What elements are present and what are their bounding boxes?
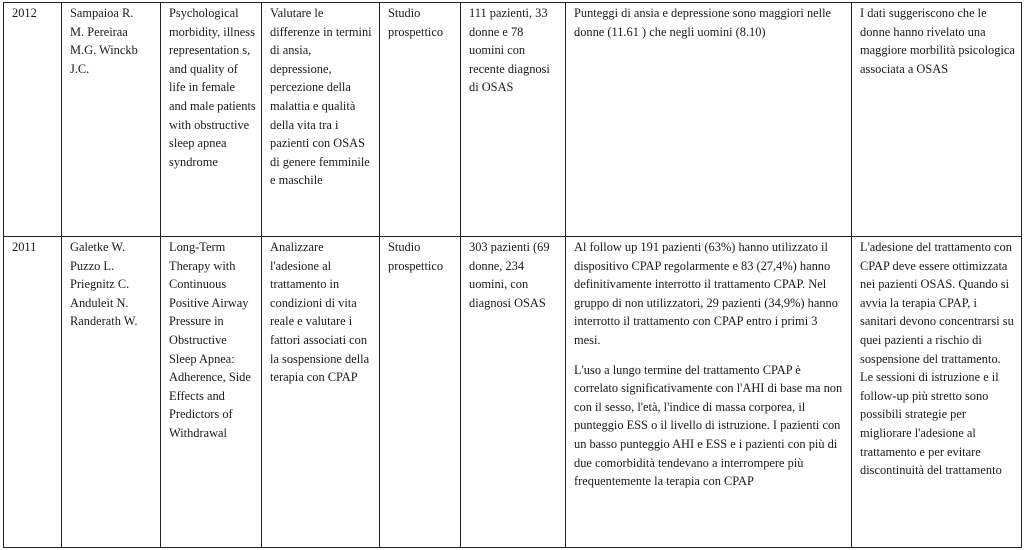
author: M. Pereiraa [70,24,128,39]
results-cell [566,237,852,548]
sample-cell: 111 pazienti, 33 donne e 78 uomini con recente diagnosi di OSAS [461,3,566,237]
author: Galetke W. [70,240,126,254]
table-row [4,237,1022,548]
author: Sampaioa R. [70,6,134,20]
aim-cell: Valutare le differenze in termini di ansia, depressione, percezione della malattia e qualità della vita tra i pazienti con OSAS di genere femminile e maschile [262,3,380,237]
table-row [4,3,1022,237]
results-paragraph: Al follow up 191 pazienti (63%) hanno utilizzato il dispositivo CPAP regolarmente e 83 (27,4%) hanno definitivamente interrotto il trattamento CPAP. Nel gruppo di non utilizzatori, 29 pazienti (34,9%) hanno interrotto il trattamento con CPAP entro i primi 3 mesi. [574,240,838,347]
author: Randerath W. [70,314,138,329]
title-cell: Psychological morbidity, illness representation s, and quality of life in female and male patients with obstructive sleep apnea syndrome [161,3,262,237]
sample-cell: 303 pazienti (69 donne, 234 uomini, con diagnosi OSAS [461,237,566,548]
conclusions-cell: I dati suggeriscono che le donne hanno rivelato una maggiore morbilità psicologica associata a OSAS [852,3,1022,237]
author: Anduleit N. [70,295,129,310]
authors-cell [62,237,161,548]
title-cell: Long-Term Therapy with Continuous Positive Airway Pressure in Obstructive Sleep Apnea: Adherence, Side Effects and Predictors of Withdrawal [161,237,262,548]
author: J.C. [70,61,90,76]
results-paragraph: Punteggi di ansia e depressione sono maggiori nelle donne (11.61 ) che negli uomini (8.10) [574,6,832,39]
year-cell: 2011 [4,237,62,548]
design-cell: Studio prospettico [380,3,461,237]
design-cell: Studio prospettico [380,237,461,548]
author: Priegnitz C. [70,277,130,292]
studies-table [3,2,1022,548]
author: Puzzo L. [70,258,115,273]
results-paragraph: L'uso a lungo termine del trattamento CPAP è correlato significativamente con l'AHI di base ma non con il sesso, l'età, l'indice di massa corporea, il punteggio ESS o il livello di istruzione. I pazienti con un basso punteggio AHI e ESS e i pazienti con più di due comorbidità tendevano a interrompere più frequentemente la terapia con CPAP [574,362,843,489]
conclusions-cell: L'adesione del trattamento con CPAP deve essere ottimizzata nei pazienti OSAS. Quando si avvia la terapia CPAP, i sanitari devono concentrarsi su quei pazienti a rischio di sospensione del trattamento. Le sessioni di istruzione e il follow-up più stretto sono possibili strategie per migliorare l'adesione al trattamento e per evitare discontinuità del trattamento [852,237,1022,548]
author: M.G. Winckb [70,43,138,58]
results-cell [566,3,852,237]
authors-cell [62,3,161,237]
year-cell: 2012 [4,3,62,237]
aim-cell: Analizzare l'adesione al trattamento in condizioni di vita reale e valutare i fattori associati con la sospensione della terapia con CPAP [262,237,380,548]
